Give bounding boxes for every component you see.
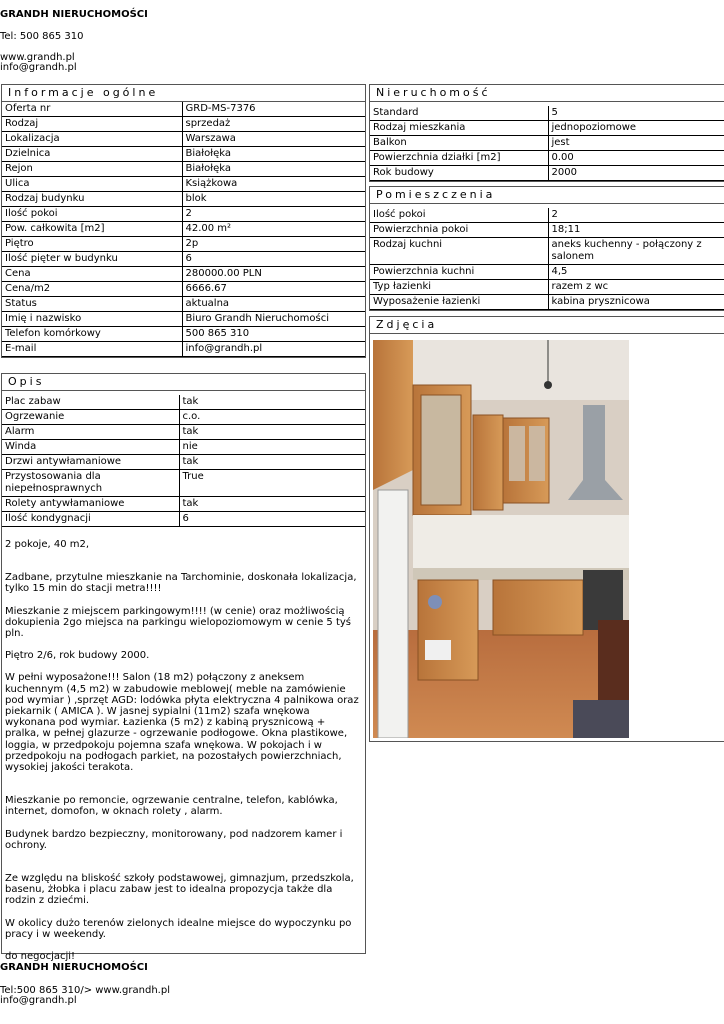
field-value: 2000: [548, 166, 724, 181]
field-value: 2p: [182, 237, 365, 252]
table-row: [370, 208, 724, 223]
field-value: 18;11: [548, 223, 724, 238]
field-value: nie: [179, 440, 365, 455]
header-email[interactable]: info@grandh.pl: [0, 62, 77, 73]
field-label: Rejon: [2, 162, 182, 177]
table-row: [2, 395, 365, 410]
footer-email[interactable]: info@grandh.pl: [0, 995, 77, 1006]
description-paragraph: Mieszkanie z miejscem parkingowym!!!! (w cenie) oraz możliwością dokupienia 2go miejsca na parkingu wielopoziomowym w cenie 5 tyś pln.: [5, 605, 352, 640]
field-label: Rok budowy: [370, 166, 548, 181]
field-value: tak: [179, 395, 365, 410]
field-value: 4,5: [548, 265, 724, 280]
field-value: Warszawa: [182, 132, 365, 147]
field-label: Piętro: [2, 237, 182, 252]
field-value: True: [179, 470, 365, 497]
field-value: 2: [548, 208, 724, 223]
description-paragraph: W pełni wyposażone!!! Salon (18 m2) połączony z aneksem kuchennym (4,5 m2) w zabudowie meblowej( meble na zamówienie pod wymiar ) ,sprzęt AGD: lodówka płyta elektryczna 4 palnikowa oraz piekarnik ( AMICA ). W jasnej sypialni (11m2) szafa wnękowa wykonana pod wymiar. Łazienka (5 m2) z kabiną prysznicową + pralka, w pełnej glazurze - ogrzewanie podłogowe. Okna plastikowe, loggia, w przedpokoju pojemna szafa wnękowa. W pokojach i w przedpokoju na podłogach parkiet, na pozostałych powierzchniach, wysokiej jakości terakota.: [5, 672, 359, 774]
general-info-panel: [1, 84, 366, 358]
field-label: Typ łazienki: [370, 280, 548, 295]
photos-title: Zdjęcia: [370, 317, 724, 334]
table-row: [370, 106, 724, 121]
field-label: Wyposażenie łazienki: [370, 295, 548, 310]
description-paragraph: Mieszkanie po remoncie, ogrzewanie centralne, telefon, kablówka, internet, domofon, w oknach rolety , alarm.: [5, 795, 338, 818]
field-value: blok: [182, 192, 365, 207]
field-value: 6666.67: [182, 282, 365, 297]
field-label: Ogrzewanie: [2, 410, 179, 425]
rooms-title: Pomieszczenia: [370, 187, 724, 204]
table-row: [2, 147, 365, 162]
field-label: Dzielnica: [2, 147, 182, 162]
description-paragraph: Piętro 2/6, rok budowy 2000.: [5, 650, 150, 662]
field-label: Cena: [2, 267, 182, 282]
table-row: [370, 151, 724, 166]
table-row: [2, 410, 365, 425]
field-label: Powierzchnia pokoi: [370, 223, 548, 238]
field-value: 42.00 m²: [182, 222, 365, 237]
field-value: jednopoziomowe: [548, 121, 724, 136]
table-row: [2, 342, 365, 357]
field-value: info@grandh.pl: [182, 342, 365, 357]
footer-contact[interactable]: Tel:500 865 310/> www.grandh.pl: [0, 985, 170, 996]
table-row: [2, 207, 365, 222]
field-label: Rodzaj kuchni: [370, 238, 548, 265]
table-row: [370, 166, 724, 181]
table-row: [2, 177, 365, 192]
table-row: [2, 440, 365, 455]
field-label: Alarm: [2, 425, 179, 440]
field-label: Rodzaj budynku: [2, 192, 182, 207]
field-value: GRD-MS-7376: [182, 102, 365, 117]
features-table: [2, 395, 365, 527]
field-label: Pow. całkowita [m2]: [2, 222, 182, 237]
field-value: 6: [182, 252, 365, 267]
table-row: [370, 238, 724, 265]
table-row: [370, 295, 724, 310]
description-paragraph: 2 pokoje, 40 m2,: [5, 539, 90, 550]
table-row: [2, 267, 365, 282]
field-label: Winda: [2, 440, 179, 455]
table-row: [370, 223, 724, 238]
table-row: [2, 470, 365, 497]
field-label: Ulica: [2, 177, 182, 192]
property-table: [370, 106, 724, 181]
field-label: Telefon komórkowy: [2, 327, 182, 342]
general-info-table: [2, 102, 365, 357]
field-value: tak: [179, 425, 365, 440]
table-row: [2, 117, 365, 132]
field-value: Biuro Grandh Nieruchomości: [182, 312, 365, 327]
description-panel: [1, 373, 366, 963]
field-label: Drzwi antywłamaniowe: [2, 455, 179, 470]
table-row: [2, 512, 365, 527]
field-label: Rolety antywłamaniowe: [2, 497, 179, 512]
table-row: [2, 252, 365, 267]
table-row: [2, 222, 365, 237]
field-label: Cena/m2: [2, 282, 182, 297]
table-row: [2, 327, 365, 342]
header-www[interactable]: www.grandh.pl: [0, 52, 75, 63]
footer-agency-name: GRANDH NIERUCHOMOŚCI: [0, 962, 148, 973]
field-label: E-mail: [2, 342, 182, 357]
field-value: kabina prysznicowa: [548, 295, 724, 310]
description-text: [2, 539, 365, 962]
table-row: [2, 425, 365, 440]
header-phone: Tel: 500 865 310: [0, 31, 84, 42]
field-value: 2: [182, 207, 365, 222]
description-paragraph: Ze względu na bliskość szkoły podstawowej, gimnazjum, przedszkola, basenu, żłobka i placu zabaw jest to idealna propozycja także dla rodzin z dziećmi.: [5, 873, 354, 907]
field-label: Powierzchnia kuchni: [370, 265, 548, 280]
field-value: 500 865 310: [182, 327, 365, 342]
table-row: [370, 280, 724, 295]
general-info-title: Informacje ogólne: [2, 85, 365, 102]
field-label: Rodzaj: [2, 117, 182, 132]
description-paragraph: do negocjacji!: [5, 951, 76, 963]
field-value: c.o.: [179, 410, 365, 425]
field-value: tak: [179, 455, 365, 470]
table-row: [2, 102, 365, 117]
field-label: Powierzchnia działki [m2]: [370, 151, 548, 166]
table-row: [370, 265, 724, 280]
table-row: [2, 162, 365, 177]
field-value: aktualna: [182, 297, 365, 312]
agency-name: GRANDH NIERUCHOMOŚCI: [0, 9, 148, 20]
field-value: razem z wc: [548, 280, 724, 295]
field-label: Ilość pokoi: [2, 207, 182, 222]
field-label: Ilość pięter w budynku: [2, 252, 182, 267]
table-row: [2, 455, 365, 470]
rooms-table: [370, 208, 724, 310]
field-value: jest: [548, 136, 724, 151]
field-value: Książkowa: [182, 177, 365, 192]
field-value: tak: [179, 497, 365, 512]
field-value: 5: [548, 106, 724, 121]
table-row: [2, 237, 365, 252]
field-value: sprzedaż: [182, 117, 365, 132]
field-label: Lokalizacja: [2, 132, 182, 147]
field-label: Ilość pokoi: [370, 208, 548, 223]
field-label: Przystosowania dla niepełnosprawnych: [2, 470, 179, 497]
table-row: [2, 312, 365, 327]
table-row: [2, 192, 365, 207]
description-paragraph: Budynek bardzo bezpieczny, monitorowany, pod nadzorem kamer i ochrony.: [5, 828, 343, 851]
table-row: [2, 132, 365, 147]
property-title: Nieruchomość: [370, 85, 724, 102]
table-row: [2, 497, 365, 512]
kitchen-photo[interactable]: [373, 340, 629, 738]
property-panel: [369, 84, 724, 182]
field-label: Status: [2, 297, 182, 312]
photos-panel: [369, 316, 724, 742]
table-row: [370, 136, 724, 151]
table-row: [370, 121, 724, 136]
field-value: 280000.00 PLN: [182, 267, 365, 282]
field-label: Oferta nr: [2, 102, 182, 117]
field-value: Białołęka: [182, 147, 365, 162]
field-label: Plac zabaw: [2, 395, 179, 410]
table-row: [2, 282, 365, 297]
field-label: Ilość kondygnacji: [2, 512, 179, 527]
field-label: Rodzaj mieszkania: [370, 121, 548, 136]
description-paragraph: Zadbane, przytulne mieszkanie na Tarchominie, doskonała lokalizacja, tylko 15 min do stacji metra!!!!: [5, 572, 357, 595]
field-label: Standard: [370, 106, 548, 121]
rooms-panel: [369, 186, 724, 311]
table-row: [2, 297, 365, 312]
field-value: aneks kuchenny - połączony z salonem: [548, 238, 724, 265]
field-value: Białołęka: [182, 162, 365, 177]
description-title: Opis: [2, 374, 365, 391]
field-value: 0.00: [548, 151, 724, 166]
field-label: Imię i nazwisko: [2, 312, 182, 327]
description-paragraph: W okolicy dużo terenów zielonych idealne miejsce do wypoczynku po pracy i w weekendy.: [5, 917, 352, 940]
field-label: Balkon: [370, 136, 548, 151]
field-value: 6: [179, 512, 365, 527]
